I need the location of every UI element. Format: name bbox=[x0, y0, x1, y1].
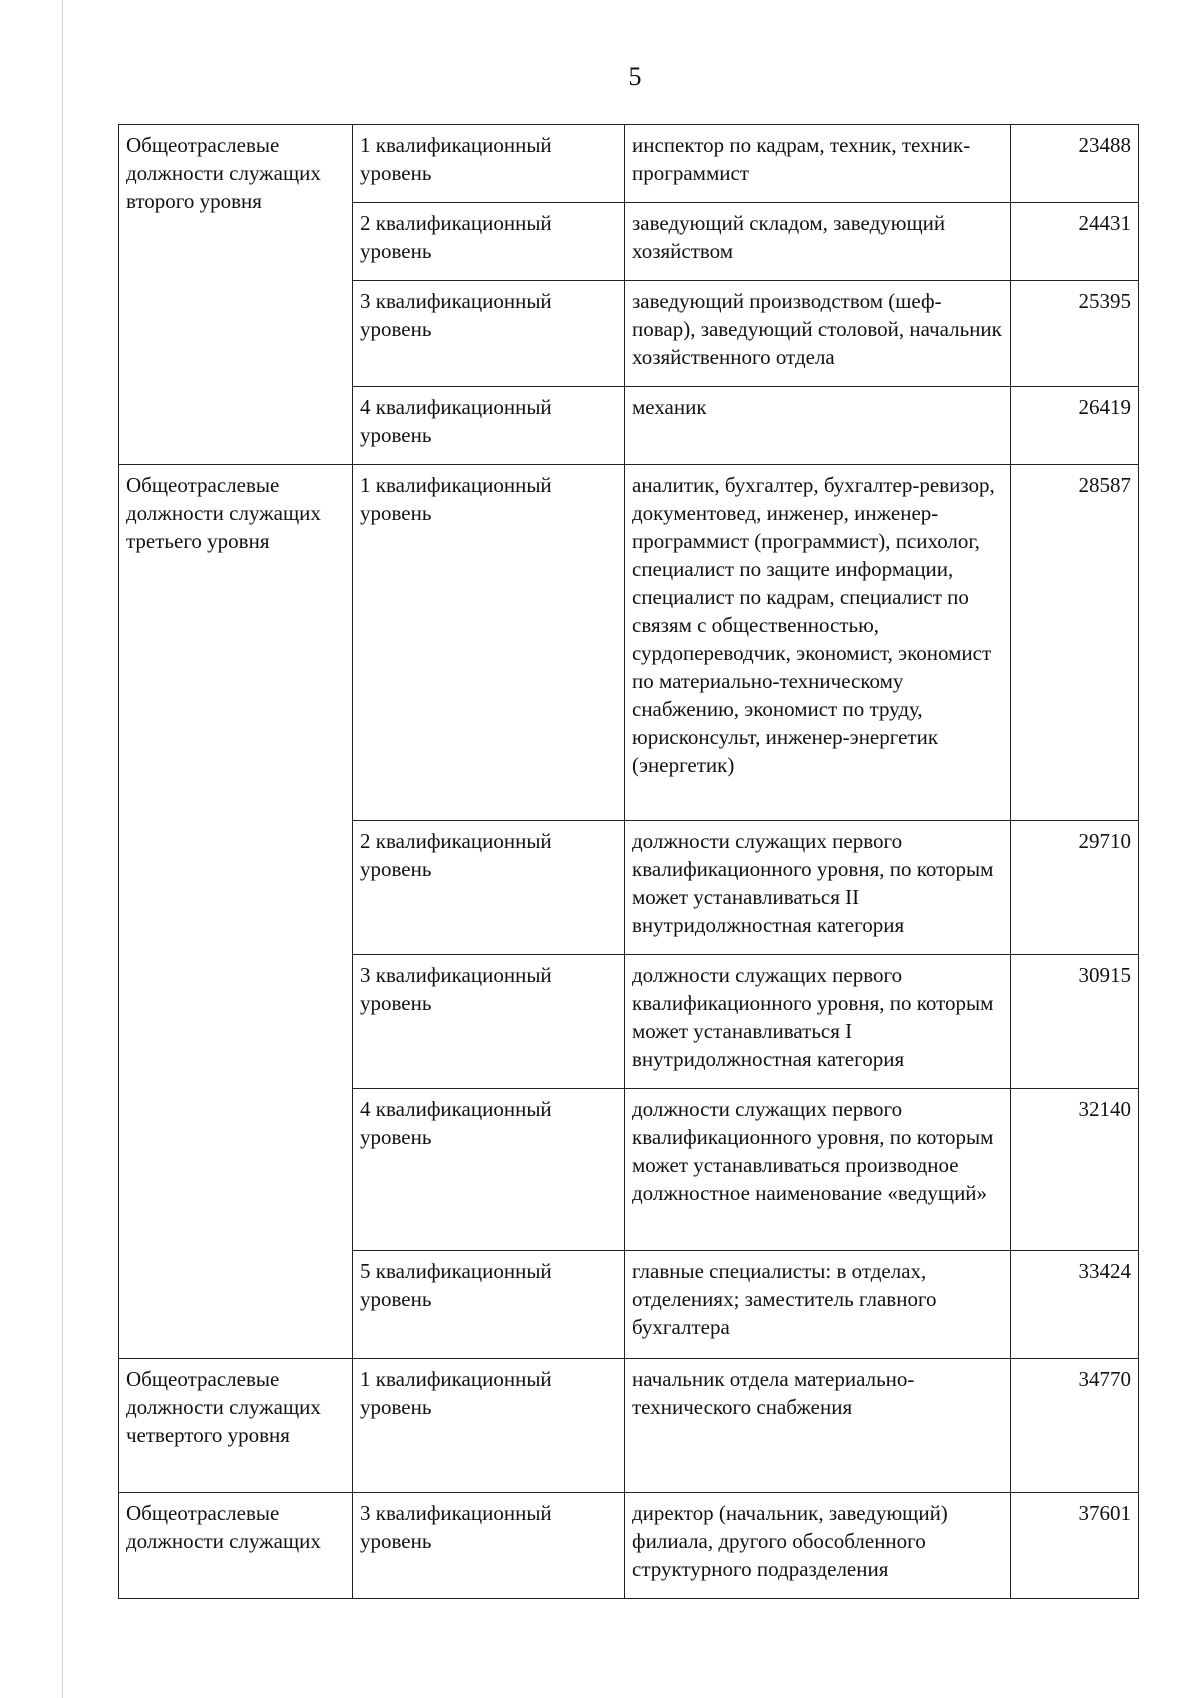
group-name-cell: Общеотраслевые должности служащих второго уровня bbox=[119, 125, 353, 465]
positions-cell: инспектор по кадрам, техник, техник-программист bbox=[625, 125, 1011, 203]
amount-cell: 28587 bbox=[1011, 465, 1139, 821]
positions-cell: должности служащих первого квалификационного уровня, по которым может устанавливаться производное должностное наименование «ведущий» bbox=[625, 1089, 1011, 1251]
level-cell: 3 квалификационный уровень bbox=[353, 281, 625, 387]
margin-rule bbox=[62, 0, 63, 1698]
level-cell: 4 квалификационный уровень bbox=[353, 1089, 625, 1251]
table-row bbox=[119, 465, 1139, 821]
positions-cell: заведующий складом, заведующий хозяйством bbox=[625, 203, 1011, 281]
level-cell: 2 квалификационный уровень bbox=[353, 203, 625, 281]
amount-cell: 37601 bbox=[1011, 1493, 1139, 1599]
amount-cell: 33424 bbox=[1011, 1251, 1139, 1359]
level-cell: 4 квалификационный уровень bbox=[353, 387, 625, 465]
level-cell: 3 квалификационный уровень bbox=[353, 955, 625, 1089]
group-name-cell: Общеотраслевые должности служащих третьего уровня bbox=[119, 465, 353, 1359]
amount-cell: 34770 bbox=[1011, 1359, 1139, 1493]
positions-cell: аналитик, бухгалтер, бухгалтер-ревизор, документовед, инженер, инженер-программист (программист), психолог, специалист по защите информации, специалист по кадрам, специалист по связям с общественностью, сурдопереводчик, экономист, экономист по материально-техническому снабжению, экономист по труду, юрисконсульт, инженер-энергетик (энергетик) bbox=[625, 465, 1011, 821]
positions-cell: начальник отдела материально-технического снабжения bbox=[625, 1359, 1011, 1493]
level-cell: 1 квалификационный уровень bbox=[353, 125, 625, 203]
amount-cell: 26419 bbox=[1011, 387, 1139, 465]
level-cell: 1 квалификационный уровень bbox=[353, 465, 625, 821]
positions-cell: должности служащих первого квалификационного уровня, по которым может устанавливаться II внутридолжностная категория bbox=[625, 821, 1011, 955]
amount-cell: 29710 bbox=[1011, 821, 1139, 955]
positions-cell: заведующий производством (шеф-повар), заведующий столовой, начальник хозяйственного отдела bbox=[625, 281, 1011, 387]
table-row bbox=[119, 125, 1139, 203]
level-cell: 5 квалификационный уровень bbox=[353, 1251, 625, 1359]
level-cell: 3 квалификационный уровень bbox=[353, 1493, 625, 1599]
table-row bbox=[119, 1493, 1139, 1599]
amount-cell: 30915 bbox=[1011, 955, 1139, 1089]
amount-cell: 32140 bbox=[1011, 1089, 1139, 1251]
group-name-cell: Общеотраслевые должности служащих четвертого уровня bbox=[119, 1359, 353, 1493]
amount-cell: 24431 bbox=[1011, 203, 1139, 281]
amount-cell: 23488 bbox=[1011, 125, 1139, 203]
salary-table bbox=[118, 124, 1139, 1599]
level-cell: 1 квалификационный уровень bbox=[353, 1359, 625, 1493]
positions-cell: должности служащих первого квалификационного уровня, по которым может устанавливаться I внутридолжностная категория bbox=[625, 955, 1011, 1089]
positions-cell: главные специалисты: в отделах, отделениях; заместитель главного бухгалтера bbox=[625, 1251, 1011, 1359]
positions-cell: директор (начальник, заведующий) филиала, другого обособленного структурного подразделения bbox=[625, 1493, 1011, 1599]
group-name-cell: Общеотраслевые должности служащих bbox=[119, 1493, 353, 1599]
amount-cell: 25395 bbox=[1011, 281, 1139, 387]
level-cell: 2 квалификационный уровень bbox=[353, 821, 625, 955]
positions-cell: механик bbox=[625, 387, 1011, 465]
page-number: 5 bbox=[628, 62, 642, 91]
table-row bbox=[119, 1359, 1139, 1493]
